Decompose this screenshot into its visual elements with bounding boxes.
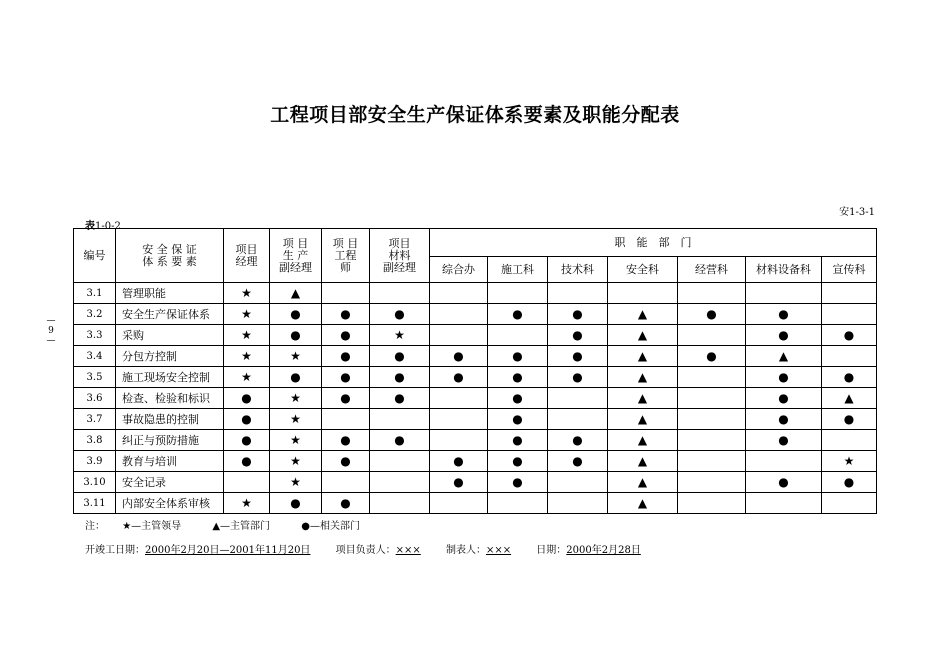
allocation-cell xyxy=(548,304,608,325)
circle-icon: ● xyxy=(340,391,351,405)
allocation-cell xyxy=(746,430,822,451)
allocation-cell xyxy=(548,409,608,430)
circle-icon: ● xyxy=(512,349,523,363)
table-row xyxy=(74,346,877,367)
row-number: 3.1 xyxy=(74,283,116,304)
footer-info xyxy=(85,541,641,556)
allocation-cell xyxy=(678,472,746,493)
allocation-cell xyxy=(224,493,270,514)
allocation-cell xyxy=(678,304,746,325)
allocation-cell xyxy=(488,451,548,472)
header-departments-group: 职 能 部 门 xyxy=(430,229,877,257)
allocation-cell xyxy=(678,388,746,409)
document-number: 安1-3-1 xyxy=(839,207,875,218)
star-icon: ★ xyxy=(290,475,301,489)
allocation-cell xyxy=(488,472,548,493)
row-element-name: 施工现场安全控制 xyxy=(116,367,224,388)
circle-icon: ● xyxy=(843,328,855,342)
allocation-cell xyxy=(822,346,877,367)
triangle-icon: ▲ xyxy=(637,433,648,447)
table-number-label: 表 xyxy=(85,221,95,232)
header-department: 宣传科 xyxy=(822,257,877,283)
table-row xyxy=(74,493,877,514)
header-deputy-materials xyxy=(370,229,430,283)
circle-icon: ● xyxy=(290,307,301,321)
allocation-cell xyxy=(746,283,822,304)
circle-icon: ● xyxy=(340,349,351,363)
allocation-cell xyxy=(488,409,548,430)
row-number: 3.2 xyxy=(74,304,116,325)
circle-icon: ● xyxy=(340,433,351,447)
header-deputy-materials-text: 项目 材料 副经理 xyxy=(383,236,416,274)
table-number-value: 1-0-2 xyxy=(95,221,121,232)
circle-icon: ● xyxy=(394,349,405,363)
start-end-date-value: 2000年2月20日—2001年11月20日 xyxy=(145,545,311,556)
circle-icon: ● xyxy=(843,475,855,489)
allocation-cell xyxy=(608,409,678,430)
allocation-cell xyxy=(430,451,488,472)
row-number: 3.6 xyxy=(74,388,116,409)
allocation-cell xyxy=(224,430,270,451)
allocation-cell xyxy=(224,388,270,409)
circle-icon: ● xyxy=(778,433,789,447)
star-icon: ★ xyxy=(241,496,252,510)
header-project-manager-text: 项目 经理 xyxy=(235,242,258,268)
allocation-cell xyxy=(370,472,430,493)
circle-icon: ● xyxy=(290,370,301,384)
date-label: 日期： xyxy=(536,545,567,556)
circle-icon: ● xyxy=(512,475,523,489)
allocation-cell xyxy=(678,346,746,367)
allocation-cell xyxy=(548,367,608,388)
allocation-cell xyxy=(608,346,678,367)
allocation-cell xyxy=(746,346,822,367)
circle-icon: ● xyxy=(241,454,252,468)
allocation-cell xyxy=(608,493,678,514)
star-icon: ★ xyxy=(394,328,405,342)
row-element-name: 事故隐患的控制 xyxy=(116,409,224,430)
page-number: 9 xyxy=(48,326,54,336)
allocation-cell xyxy=(270,451,322,472)
allocation-cell xyxy=(488,493,548,514)
circle-icon: ● xyxy=(290,496,301,510)
circle-icon: ● xyxy=(290,328,301,342)
triangle-icon: ▲ xyxy=(290,286,301,300)
triangle-icon: ▲ xyxy=(637,391,648,405)
circle-icon: ● xyxy=(512,454,523,468)
table-row xyxy=(74,409,877,430)
allocation-cell xyxy=(678,409,746,430)
table-maker-label: 制表人： xyxy=(445,545,486,556)
allocation-cell xyxy=(548,325,608,346)
legend-text-related-dept: —相关部门 xyxy=(309,521,360,532)
row-element-name: 分包方控制 xyxy=(116,346,224,367)
circle-icon: ● xyxy=(778,391,789,405)
page-mark-dash-bottom: — xyxy=(46,336,56,346)
star-icon: ★ xyxy=(241,370,252,384)
allocation-cell xyxy=(322,283,370,304)
row-number: 3.9 xyxy=(74,451,116,472)
legend-text-main-dept: —主管部门 xyxy=(220,521,271,532)
header-engineer xyxy=(322,229,370,283)
header-department: 经营科 xyxy=(678,257,746,283)
allocation-cell xyxy=(608,430,678,451)
triangle-icon: ▲ xyxy=(637,349,648,363)
row-number: 3.11 xyxy=(74,493,116,514)
allocation-cell xyxy=(270,430,322,451)
allocation-cell xyxy=(548,388,608,409)
allocation-cell xyxy=(430,367,488,388)
allocation-cell xyxy=(822,451,877,472)
allocation-cell xyxy=(746,493,822,514)
allocation-cell xyxy=(322,367,370,388)
allocation-cell xyxy=(430,430,488,451)
allocation-cell xyxy=(370,388,430,409)
circle-icon: ● xyxy=(572,454,583,468)
star-icon: ★ xyxy=(290,349,301,363)
allocation-cell xyxy=(746,409,822,430)
allocation-cell xyxy=(270,388,322,409)
allocation-cell xyxy=(270,367,322,388)
allocation-cell xyxy=(270,493,322,514)
row-element-name: 检查、检验和标识 xyxy=(116,388,224,409)
allocation-cell xyxy=(430,346,488,367)
allocation-cell xyxy=(430,325,488,346)
allocation-cell xyxy=(370,283,430,304)
header-element-text: 安 全 保 证 体 系 要 素 xyxy=(142,242,197,268)
page-mark-dash-top: — xyxy=(46,316,56,326)
circle-icon: ● xyxy=(706,349,717,363)
allocation-cell xyxy=(322,325,370,346)
row-number: 3.7 xyxy=(74,409,116,430)
circle-icon: ● xyxy=(843,412,855,426)
allocation-cell xyxy=(430,283,488,304)
allocation-cell xyxy=(822,472,877,493)
circle-icon: ● xyxy=(843,370,855,384)
legend-item-main-dept xyxy=(212,521,284,532)
allocation-cell xyxy=(430,472,488,493)
row-element-name: 纠正与预防措施 xyxy=(116,430,224,451)
allocation-cell xyxy=(488,283,548,304)
allocation-cell xyxy=(678,430,746,451)
allocation-cell xyxy=(822,493,877,514)
circle-icon: ● xyxy=(340,328,351,342)
row-element-name: 教育与培训 xyxy=(116,451,224,472)
page-number-mark xyxy=(43,316,59,346)
star-icon: ★ xyxy=(290,433,301,447)
triangle-icon: ▲ xyxy=(212,521,221,532)
circle-icon: ● xyxy=(394,370,405,384)
table-row xyxy=(74,283,877,304)
allocation-cell xyxy=(548,472,608,493)
circle-icon: ● xyxy=(301,521,310,532)
header-department: 施工科 xyxy=(488,257,548,283)
allocation-cell xyxy=(224,367,270,388)
row-number: 3.3 xyxy=(74,325,116,346)
allocation-cell xyxy=(488,304,548,325)
circle-icon: ● xyxy=(453,454,464,468)
circle-icon: ● xyxy=(572,307,583,321)
legend-prefix: 注： xyxy=(85,521,105,532)
allocation-cell xyxy=(322,430,370,451)
circle-icon: ● xyxy=(778,328,789,342)
row-element-name: 安全生产保证体系 xyxy=(116,304,224,325)
circle-icon: ● xyxy=(453,370,464,384)
header-deputy-production xyxy=(270,229,322,283)
allocation-cell xyxy=(370,493,430,514)
allocation-cell xyxy=(270,472,322,493)
allocation-cell xyxy=(430,493,488,514)
row-element-name: 内部安全体系审核 xyxy=(116,493,224,514)
circle-icon: ● xyxy=(394,391,405,405)
allocation-cell xyxy=(746,451,822,472)
allocation-cell xyxy=(322,409,370,430)
allocation-cell xyxy=(488,430,548,451)
table-row xyxy=(74,325,877,346)
circle-icon: ● xyxy=(572,328,583,342)
allocation-cell xyxy=(608,304,678,325)
allocation-cell xyxy=(608,367,678,388)
circle-icon: ● xyxy=(340,307,351,321)
header-engineer-text: 项 目 工程 师 xyxy=(332,236,359,274)
table-row xyxy=(74,430,877,451)
triangle-icon: ▲ xyxy=(637,307,648,321)
allocation-cell xyxy=(430,388,488,409)
triangle-icon: ▲ xyxy=(637,475,648,489)
row-element-name: 采购 xyxy=(116,325,224,346)
allocation-cell xyxy=(822,325,877,346)
legend-item-related-dept xyxy=(301,521,374,532)
table-row xyxy=(74,304,877,325)
allocation-cell xyxy=(224,283,270,304)
allocation-cell xyxy=(822,409,877,430)
allocation-cell xyxy=(608,325,678,346)
star-icon: ★ xyxy=(241,349,252,363)
circle-icon: ● xyxy=(706,307,717,321)
header-department: 材料设备科 xyxy=(746,257,822,283)
allocation-cell xyxy=(822,367,877,388)
header-project-manager xyxy=(224,229,270,283)
circle-icon: ● xyxy=(453,349,464,363)
triangle-icon: ▲ xyxy=(778,349,789,363)
allocation-cell xyxy=(224,409,270,430)
allocation-cell xyxy=(430,304,488,325)
header-department: 综合办 xyxy=(430,257,488,283)
circle-icon: ● xyxy=(778,412,789,426)
circle-icon: ● xyxy=(512,370,523,384)
star-icon: ★ xyxy=(122,521,132,532)
circle-icon: ● xyxy=(241,412,252,426)
allocation-cell xyxy=(224,472,270,493)
document-title: 工程项目部安全生产保证体系要素及职能分配表 xyxy=(270,104,680,126)
allocation-cell xyxy=(370,346,430,367)
allocation-cell xyxy=(746,388,822,409)
circle-icon: ● xyxy=(512,391,523,405)
star-icon: ★ xyxy=(290,454,301,468)
row-number: 3.10 xyxy=(74,472,116,493)
allocation-cell xyxy=(608,472,678,493)
allocation-cell xyxy=(822,388,877,409)
allocation-cell xyxy=(430,409,488,430)
allocation-cell xyxy=(370,367,430,388)
allocation-cell xyxy=(270,325,322,346)
allocation-cell xyxy=(678,451,746,472)
circle-icon: ● xyxy=(394,433,405,447)
allocation-cell xyxy=(822,304,877,325)
circle-icon: ● xyxy=(572,370,583,384)
row-number: 3.5 xyxy=(74,367,116,388)
table-body xyxy=(74,283,877,514)
row-number: 3.8 xyxy=(74,430,116,451)
circle-icon: ● xyxy=(340,454,351,468)
allocation-cell xyxy=(270,346,322,367)
circle-icon: ● xyxy=(241,391,252,405)
circle-icon: ● xyxy=(572,349,583,363)
star-icon: ★ xyxy=(241,286,252,300)
allocation-cell xyxy=(322,493,370,514)
circle-icon: ● xyxy=(778,307,789,321)
circle-icon: ● xyxy=(572,433,583,447)
allocation-cell xyxy=(322,451,370,472)
circle-icon: ● xyxy=(394,307,405,321)
circle-icon: ● xyxy=(512,412,523,426)
row-element-name: 管理职能 xyxy=(116,283,224,304)
triangle-icon: ▲ xyxy=(844,391,854,405)
allocation-cell xyxy=(488,367,548,388)
row-number: 3.4 xyxy=(74,346,116,367)
allocation-cell xyxy=(746,367,822,388)
allocation-cell xyxy=(678,367,746,388)
allocation-cell xyxy=(370,304,430,325)
triangle-icon: ▲ xyxy=(637,454,648,468)
star-icon: ★ xyxy=(241,328,252,342)
legend-text-leader: —主管领导 xyxy=(131,521,182,532)
allocation-cell xyxy=(488,388,548,409)
allocation-cell xyxy=(488,325,548,346)
allocation-cell xyxy=(270,304,322,325)
start-end-date-label: 开竣工日期： xyxy=(85,545,145,556)
allocation-cell xyxy=(224,325,270,346)
function-allocation-table xyxy=(73,228,877,514)
allocation-cell xyxy=(548,451,608,472)
circle-icon: ● xyxy=(512,433,523,447)
allocation-cell xyxy=(746,325,822,346)
allocation-cell xyxy=(322,304,370,325)
table-row xyxy=(74,451,877,472)
allocation-cell xyxy=(746,472,822,493)
allocation-cell xyxy=(822,430,877,451)
row-element-name: 安全记录 xyxy=(116,472,224,493)
allocation-cell xyxy=(548,283,608,304)
star-icon: ★ xyxy=(290,412,301,426)
allocation-cell xyxy=(608,283,678,304)
circle-icon: ● xyxy=(340,370,351,384)
allocation-cell xyxy=(548,346,608,367)
allocation-cell xyxy=(678,325,746,346)
allocation-cell xyxy=(608,388,678,409)
circle-icon: ● xyxy=(453,475,464,489)
triangle-icon: ▲ xyxy=(637,412,648,426)
allocation-cell xyxy=(548,430,608,451)
allocation-cell xyxy=(370,325,430,346)
allocation-cell xyxy=(322,388,370,409)
allocation-cell xyxy=(270,409,322,430)
table-row xyxy=(74,367,877,388)
allocation-cell xyxy=(224,451,270,472)
header-deputy-production-text: 项 目 生 产 副经理 xyxy=(279,236,312,274)
table-row xyxy=(74,388,877,409)
circle-icon: ● xyxy=(340,496,351,510)
allocation-cell xyxy=(224,346,270,367)
project-manager-label: 项目负责人： xyxy=(335,545,396,556)
header-department: 技术科 xyxy=(548,257,608,283)
circle-icon: ● xyxy=(241,433,252,447)
legend-item-leader xyxy=(122,521,195,532)
table-maker-value: ××× xyxy=(485,545,512,556)
triangle-icon: ▲ xyxy=(637,370,648,384)
circle-icon: ● xyxy=(778,475,789,489)
allocation-cell xyxy=(746,304,822,325)
star-icon: ★ xyxy=(290,391,301,405)
allocation-cell xyxy=(678,283,746,304)
allocation-cell xyxy=(322,346,370,367)
header-number: 编号 xyxy=(74,229,116,283)
allocation-cell xyxy=(822,283,877,304)
table-row xyxy=(74,472,877,493)
allocation-cell xyxy=(270,283,322,304)
allocation-cell xyxy=(224,304,270,325)
header-department: 安全科 xyxy=(608,257,678,283)
triangle-icon: ▲ xyxy=(637,328,648,342)
triangle-icon: ▲ xyxy=(637,496,648,510)
allocation-cell xyxy=(370,451,430,472)
date-value: 2000年2月28日 xyxy=(566,545,641,556)
allocation-cell xyxy=(608,451,678,472)
project-manager-value: ××× xyxy=(395,545,421,556)
star-icon: ★ xyxy=(843,454,855,468)
allocation-cell xyxy=(322,472,370,493)
circle-icon: ● xyxy=(512,307,523,321)
allocation-cell xyxy=(678,493,746,514)
star-icon: ★ xyxy=(241,307,252,321)
circle-icon: ● xyxy=(778,370,789,384)
allocation-cell xyxy=(370,430,430,451)
allocation-cell xyxy=(548,493,608,514)
allocation-cell xyxy=(370,409,430,430)
allocation-cell xyxy=(488,346,548,367)
header-element xyxy=(116,229,224,283)
legend xyxy=(85,517,388,532)
